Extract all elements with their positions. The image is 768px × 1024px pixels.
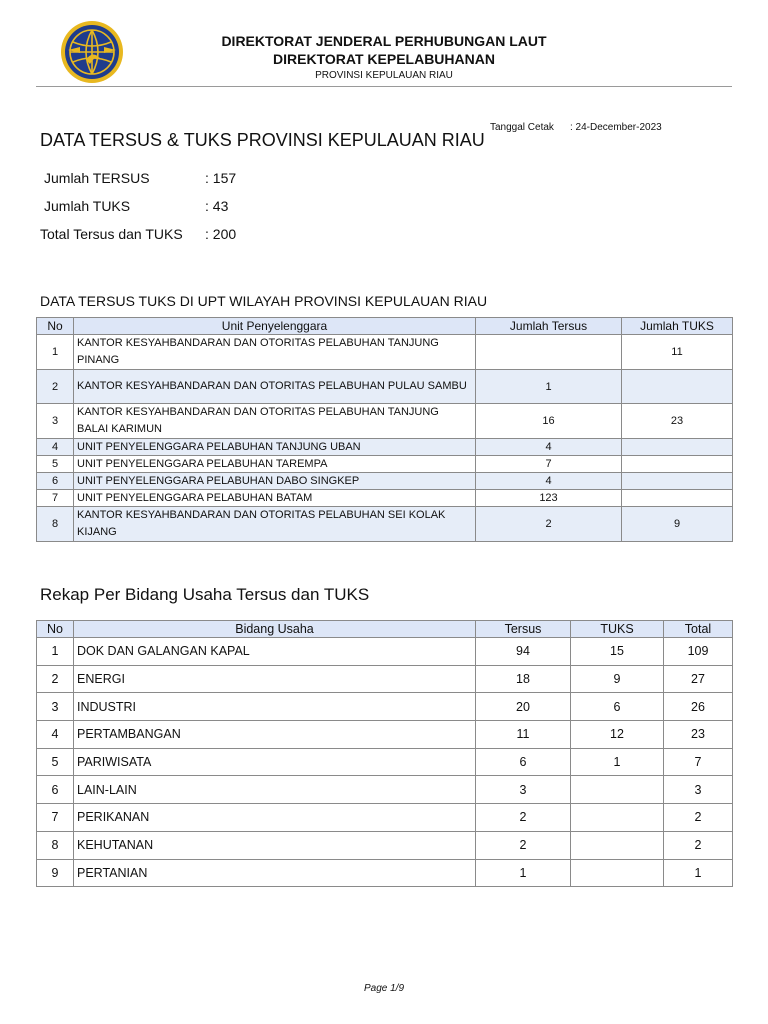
cell-tuks — [622, 439, 733, 456]
cell-no: 1 — [37, 335, 74, 370]
column-header-no: No — [37, 621, 74, 638]
table-row — [37, 859, 733, 887]
cell-tersus: 7 — [476, 456, 622, 473]
table-header-row — [37, 621, 733, 638]
table-row — [37, 404, 733, 439]
table-row — [37, 748, 733, 776]
cell-no: 3 — [37, 404, 74, 439]
cell-unit: KANTOR KESYAHBANDARAN DAN OTORITAS PELABUHAN PULAU SAMBU — [74, 370, 476, 404]
column-header-tersus: Tersus — [476, 621, 571, 638]
cell-tuks: 23 — [622, 404, 733, 439]
column-header-no: No — [37, 318, 74, 335]
cell-tuks — [571, 831, 664, 859]
cell-total: 109 — [664, 638, 733, 666]
cell-bidang: KEHUTANAN — [74, 831, 476, 859]
header-line-3: PROVINSI KEPULAUAN RIAU — [315, 70, 453, 81]
cell-tuks — [571, 804, 664, 832]
column-header-tersus: Jumlah Tersus — [476, 318, 622, 335]
cell-total: 1 — [664, 859, 733, 887]
cell-tuks — [622, 473, 733, 490]
cell-no: 9 — [37, 859, 74, 887]
table-row — [37, 473, 733, 490]
cell-bidang: LAIN-LAIN — [74, 776, 476, 804]
cell-tuks: 12 — [571, 721, 664, 749]
header-line-1: DIREKTORAT JENDERAL PERHUBUNGAN LAUT — [221, 33, 547, 49]
column-header-bidang: Bidang Usaha — [74, 621, 476, 638]
cell-no: 2 — [37, 370, 74, 404]
cell-bidang: PERIKANAN — [74, 804, 476, 832]
cell-tersus: 18 — [476, 665, 571, 693]
column-header-total: Total — [664, 621, 733, 638]
cell-tersus: 6 — [476, 748, 571, 776]
summary-row-total — [40, 226, 236, 242]
cell-total: 2 — [664, 831, 733, 859]
cell-no: 1 — [37, 638, 74, 666]
cell-tersus: 3 — [476, 776, 571, 804]
cell-no: 2 — [37, 665, 74, 693]
cell-bidang: DOK DAN GALANGAN KAPAL — [74, 638, 476, 666]
cell-tuks — [622, 490, 733, 507]
upt-table — [36, 317, 733, 542]
cell-unit: UNIT PENYELENGGARA PELABUHAN TAREMPA — [74, 456, 476, 473]
cell-bidang: PARIWISATA — [74, 748, 476, 776]
cell-tuks — [571, 859, 664, 887]
cell-tuks — [571, 776, 664, 804]
cell-tersus: 1 — [476, 370, 622, 404]
print-date — [490, 122, 662, 133]
table-row — [37, 693, 733, 721]
cell-tersus — [476, 335, 622, 370]
table-header-row — [37, 318, 733, 335]
cell-tersus: 1 — [476, 859, 571, 887]
cell-total: 2 — [664, 804, 733, 832]
cell-no: 8 — [37, 831, 74, 859]
header-divider — [36, 86, 732, 87]
table-row — [37, 439, 733, 456]
cell-no: 5 — [37, 748, 74, 776]
summary-value: : 157 — [205, 170, 237, 186]
cell-tuks: 9 — [571, 665, 664, 693]
table-row — [37, 804, 733, 832]
column-header-tuks: Jumlah TUKS — [622, 318, 733, 335]
cell-unit: KANTOR KESYAHBANDARAN DAN OTORITAS PELABUHAN SEI KOLAK KIJANG — [74, 507, 476, 542]
cell-tuks: 6 — [571, 693, 664, 721]
print-date-value: : 24-December-2023 — [570, 122, 662, 133]
cell-unit: UNIT PENYELENGGARA PELABUHAN DABO SINGKEP — [74, 473, 476, 490]
rekap-table — [36, 620, 733, 887]
summary-label: Total Tersus dan TUKS — [40, 226, 183, 242]
summary-label: Jumlah TUKS — [44, 198, 131, 214]
table-row — [37, 335, 733, 370]
cell-tersus: 16 — [476, 404, 622, 439]
table-row — [37, 776, 733, 804]
table-row — [37, 638, 733, 666]
cell-total: 23 — [664, 721, 733, 749]
cell-no: 6 — [37, 473, 74, 490]
ministry-emblem-icon — [60, 20, 124, 84]
cell-tersus: 94 — [476, 638, 571, 666]
summary-value: : 200 — [205, 226, 237, 242]
cell-unit: KANTOR KESYAHBANDARAN DAN OTORITAS PELABUHAN TANJUNG BALAI KARIMUN — [74, 404, 476, 439]
table-row — [37, 507, 733, 542]
column-header-tuks: TUKS — [571, 621, 664, 638]
cell-total: 26 — [664, 693, 733, 721]
cell-tuks — [622, 370, 733, 404]
header-line-2: DIREKTORAT KEPELABUHANAN — [273, 51, 495, 67]
cell-bidang: ENERGI — [74, 665, 476, 693]
cell-tersus: 4 — [476, 439, 622, 456]
cell-tuks: 9 — [622, 507, 733, 542]
cell-unit: UNIT PENYELENGGARA PELABUHAN BATAM — [74, 490, 476, 507]
table-row — [37, 370, 733, 404]
table-row — [37, 831, 733, 859]
cell-tersus: 20 — [476, 693, 571, 721]
cell-unit: KANTOR KESYAHBANDARAN DAN OTORITAS PELABUHAN TANJUNG PINANG — [74, 335, 476, 370]
summary-row-tersus — [44, 170, 236, 186]
page-title: DATA TERSUS & TUKS PROVINSI KEPULAUAN RIAU — [40, 130, 485, 150]
cell-total: 3 — [664, 776, 733, 804]
cell-tuks: 1 — [571, 748, 664, 776]
cell-total: 27 — [664, 665, 733, 693]
table-row — [37, 665, 733, 693]
rekap-section-title: Rekap Per Bidang Usaha Tersus dan TUKS — [40, 585, 370, 604]
page-number: Page 1/9 — [363, 983, 405, 994]
column-header-unit: Unit Penyelenggara — [74, 318, 476, 335]
cell-tersus: 2 — [476, 507, 622, 542]
cell-tersus: 123 — [476, 490, 622, 507]
cell-bidang: INDUSTRI — [74, 693, 476, 721]
cell-bidang: PERTANIAN — [74, 859, 476, 887]
summary-value: : 43 — [205, 198, 229, 214]
summary-row-tuks — [44, 198, 228, 214]
cell-no: 3 — [37, 693, 74, 721]
cell-tuks: 11 — [622, 335, 733, 370]
cell-tersus: 2 — [476, 831, 571, 859]
cell-unit: UNIT PENYELENGGARA PELABUHAN TANJUNG UBAN — [74, 439, 476, 456]
print-date-label: Tanggal Cetak — [490, 122, 554, 133]
cell-no: 7 — [37, 804, 74, 832]
upt-section-title: DATA TERSUS TUKS DI UPT WILAYAH PROVINSI KEPULAUAN RIAU — [40, 293, 488, 309]
cell-no: 6 — [37, 776, 74, 804]
table-row — [37, 490, 733, 507]
cell-no: 8 — [37, 507, 74, 542]
table-row — [37, 456, 733, 473]
cell-tersus: 4 — [476, 473, 622, 490]
cell-tuks — [622, 456, 733, 473]
cell-no: 7 — [37, 490, 74, 507]
table-row — [37, 721, 733, 749]
cell-no: 5 — [37, 456, 74, 473]
cell-no: 4 — [37, 439, 74, 456]
cell-tersus: 11 — [476, 721, 571, 749]
cell-no: 4 — [37, 721, 74, 749]
summary-label: Jumlah TERSUS — [44, 170, 150, 186]
cell-tersus: 2 — [476, 804, 571, 832]
cell-bidang: PERTAMBANGAN — [74, 721, 476, 749]
cell-total: 7 — [664, 748, 733, 776]
cell-tuks: 15 — [571, 638, 664, 666]
